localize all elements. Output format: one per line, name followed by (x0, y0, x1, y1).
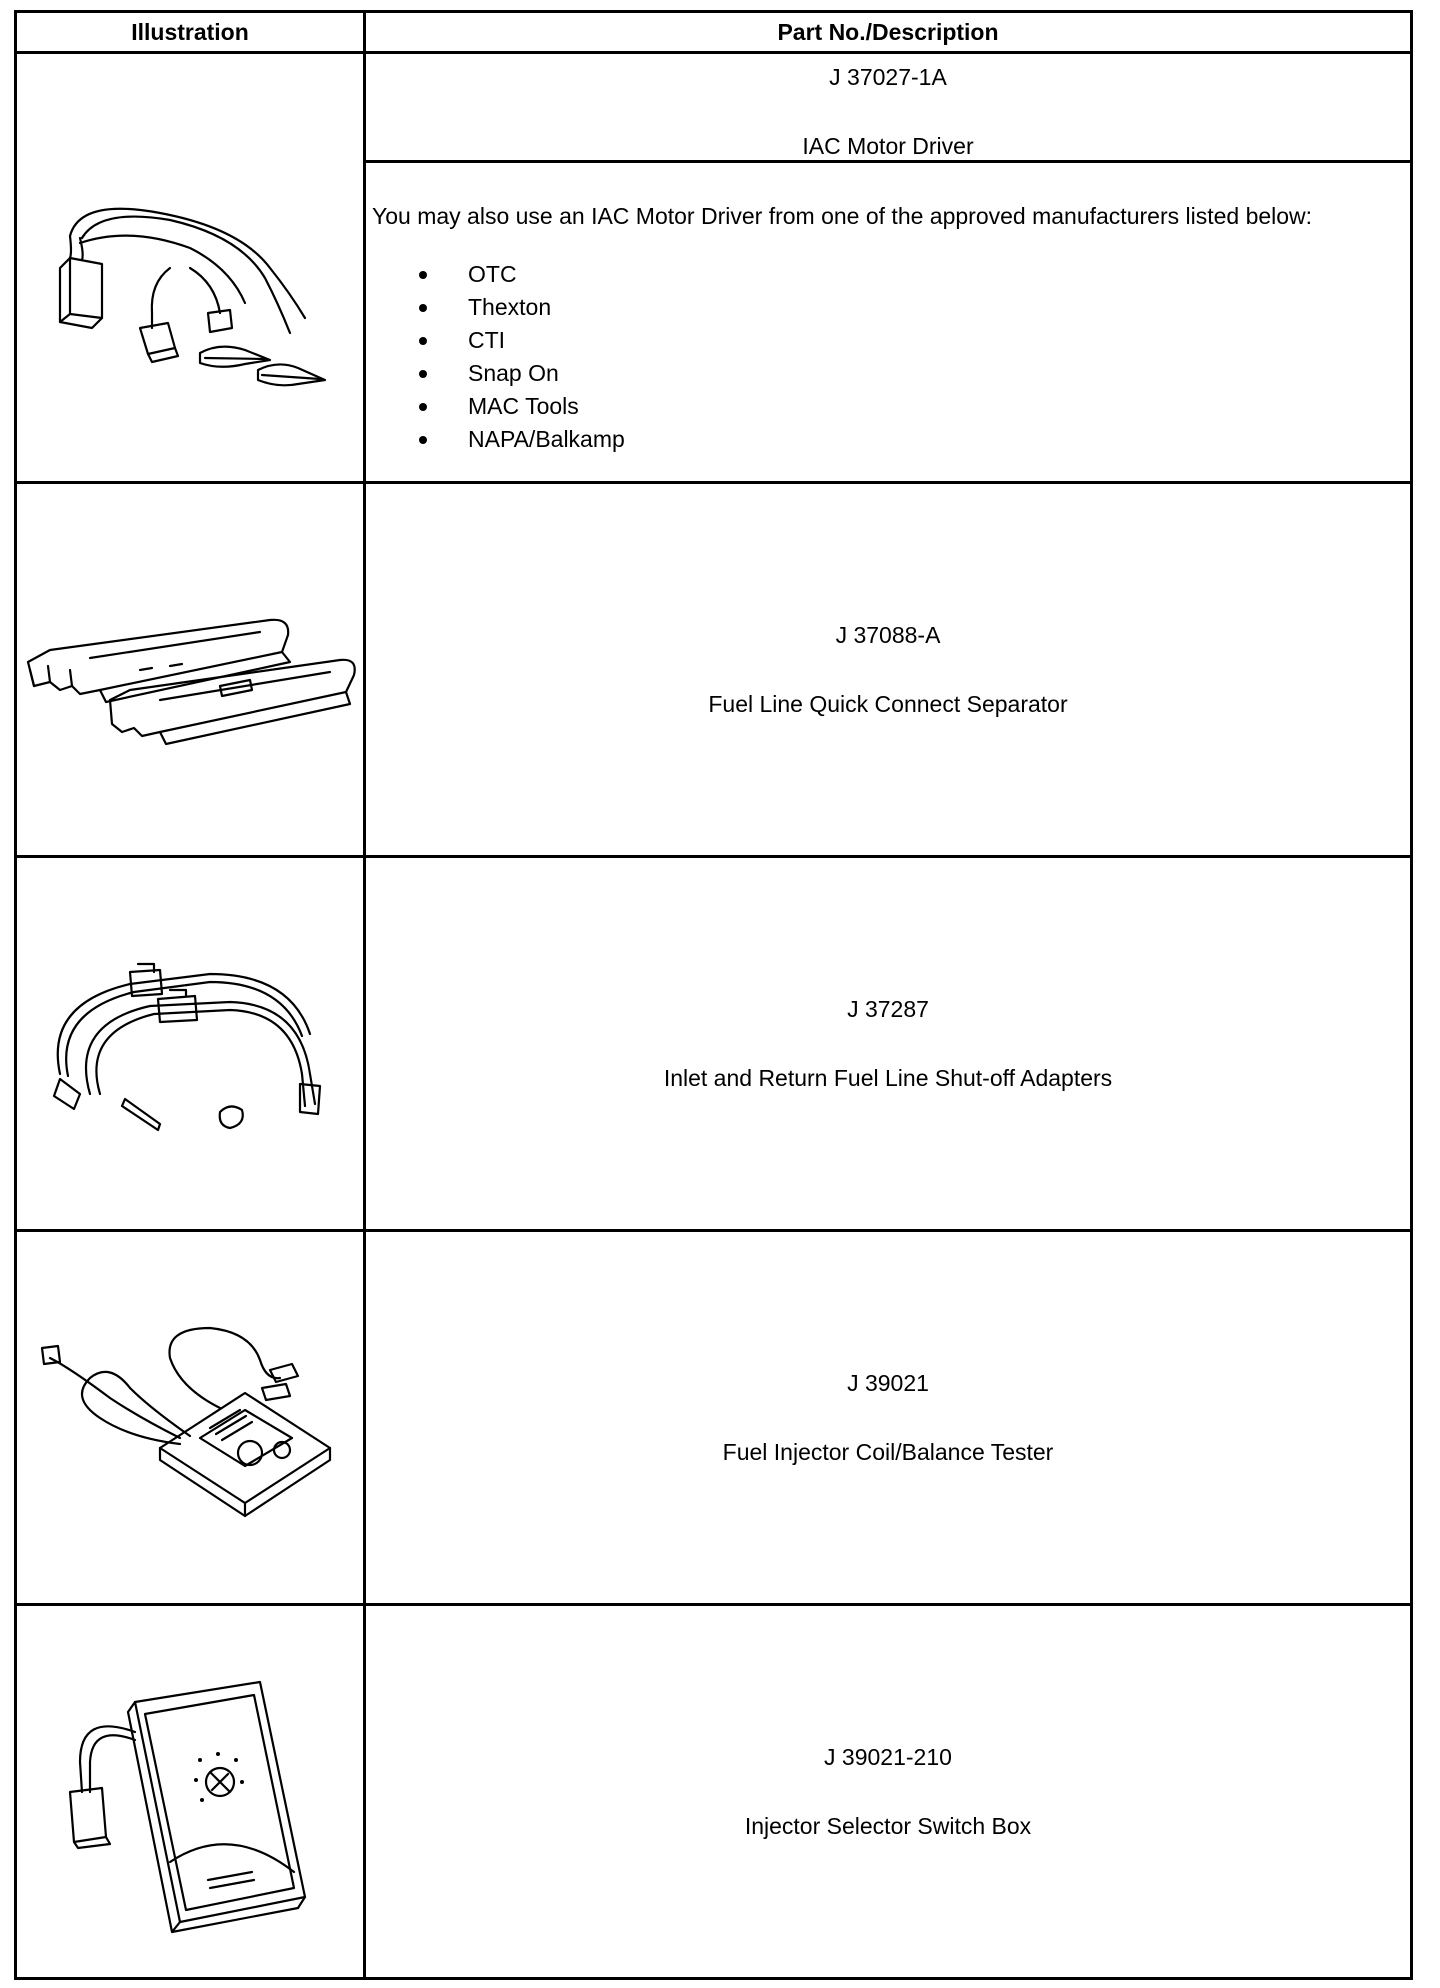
part-description: Fuel Line Quick Connect Separator (708, 690, 1068, 717)
table-row (16, 857, 1412, 1231)
part-description: Fuel Injector Coil/Balance Tester (722, 1438, 1054, 1465)
bullet-icon (419, 271, 427, 279)
part-number: J 37287 (847, 995, 929, 1022)
table-row (16, 1605, 1412, 1979)
iac-motor-driver-icon (40, 118, 340, 418)
bullet-icon (419, 304, 427, 312)
part-description: Inlet and Return Fuel Line Shut-off Adapters (663, 1064, 1113, 1091)
shutoff-adapters-icon (30, 944, 350, 1144)
bullet-icon (419, 436, 427, 444)
table-row (16, 1231, 1412, 1605)
list-item: Snap On (366, 357, 1410, 390)
bullet-icon (419, 370, 427, 378)
selector-switch-box-icon (40, 1632, 340, 1952)
table-row (16, 483, 1412, 857)
header-illustration: Illustration (16, 12, 365, 53)
special-tools-table (14, 10, 1413, 1980)
header-row (16, 12, 1412, 53)
list-item: Thexton (366, 291, 1410, 324)
part-cell (365, 1231, 1412, 1605)
manufacturer-list (366, 258, 1410, 456)
part-description: IAC Motor Driver (802, 133, 974, 159)
table-row (16, 53, 1412, 162)
illustration-cell (16, 1605, 365, 1979)
manufacturer-note: You may also use an IAC Motor Driver from one of the approved manufacturers listed below: (372, 202, 1313, 229)
part-cell (365, 53, 1412, 162)
list-item: OTC (366, 258, 1410, 291)
quick-connect-separator-icon (20, 590, 360, 750)
part-description: Injector Selector Switch Box (744, 1812, 1032, 1839)
header-part-description: Part No./Description (365, 12, 1412, 53)
manufacturer-note-cell (365, 162, 1412, 483)
part-number: J 39021-210 (824, 1743, 952, 1770)
illustration-cell (16, 857, 365, 1231)
illustration-cell (16, 1231, 365, 1605)
list-item: NAPA/Balkamp (366, 423, 1410, 456)
part-number: J 37088-A (835, 621, 941, 648)
part-cell (365, 1605, 1412, 1979)
list-item: MAC Tools (366, 390, 1410, 423)
part-number: J 39021 (847, 1369, 929, 1396)
part-cell (365, 483, 1412, 857)
illustration-cell (16, 483, 365, 857)
illustration-cell (16, 53, 365, 483)
injector-tester-icon (30, 1298, 350, 1538)
list-item: CTI (366, 324, 1410, 357)
bullet-icon (419, 337, 427, 345)
part-number: J 37027-1A (829, 64, 947, 90)
bullet-icon (419, 403, 427, 411)
part-cell (365, 857, 1412, 1231)
